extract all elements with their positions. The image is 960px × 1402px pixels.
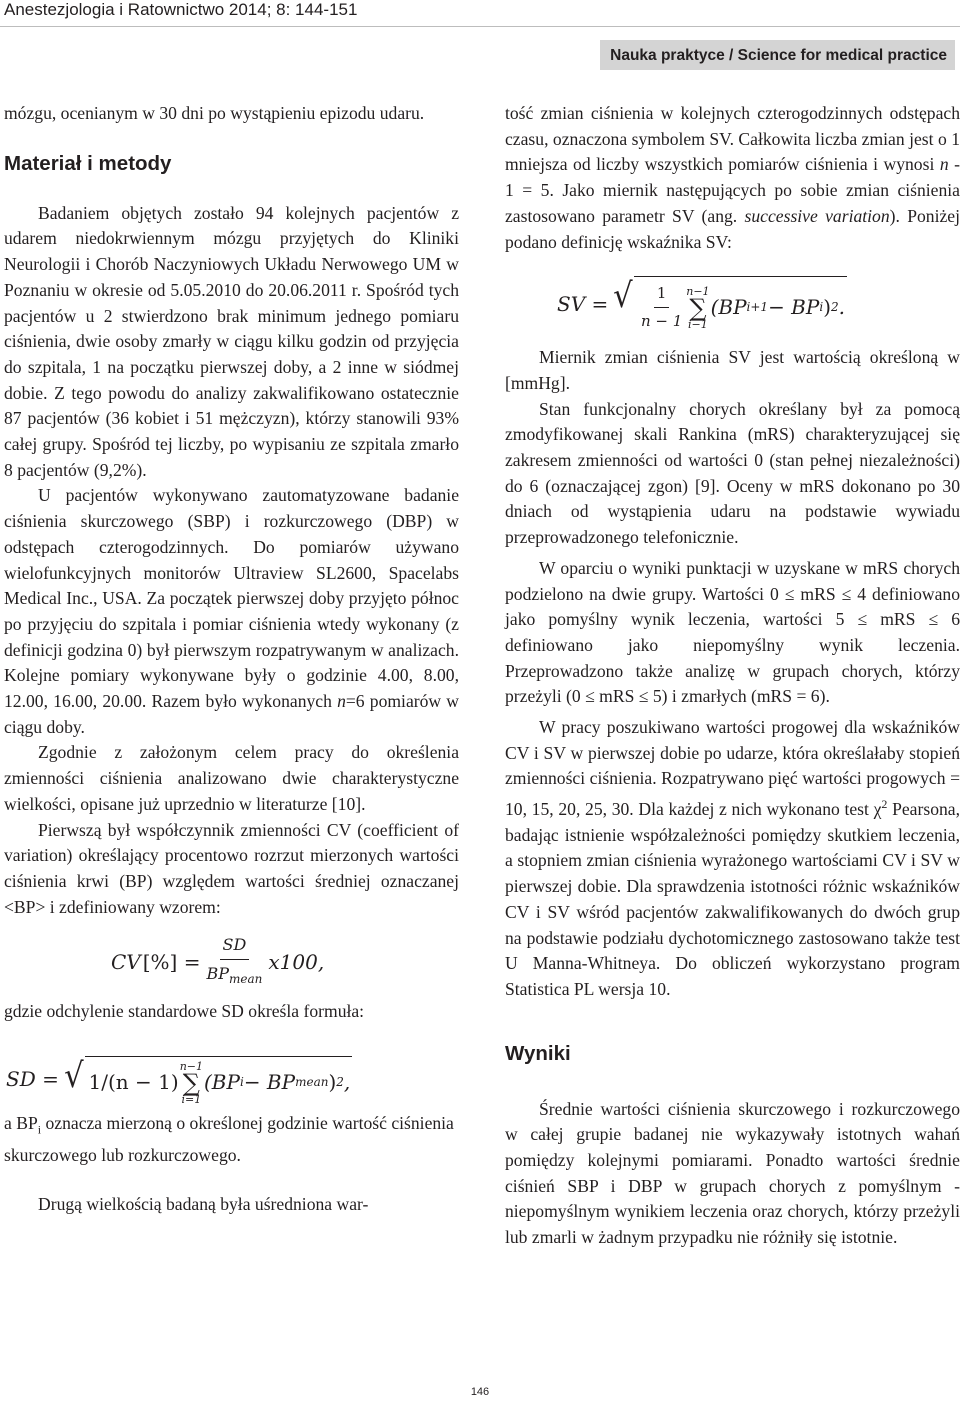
paragraph-groups: W oparciu o wyniki punktacji w uzyskane w mRS chorych podzielono na dwie grupy. Wartości 0 ≤ mRS ≤ 4 definiowano jako pomyślny wynik leczenia, wartości 5 ≤ mRS ≤ 6 definiowano jako niepomyślny wynik leczenia. Przeprowadzono także analizę w grupach chorych, którzy przeżyli (0 ≤ mRS ≤ 5) i zmarłych (mRS = 6).: [505, 557, 960, 707]
paragraph-bp-definition: a $BP_i$ oznacza mierzoną o określonej godzinie wartość ciśnienia skurczowego lub rozkurczowego.: [4, 1113, 454, 1166]
paragraph-cv-definition: Pierwszą był współczynnik zmienności CV (coefficient of variation) określający procentowo rozrzut mierzonych wartości ciśnienia krwi (BP) względem wartości średniej oznaczanej <BP> i zdefiniowany wzorem:: [4, 819, 459, 917]
journal-citation: Anestezjologia i Ratownictwo 2014; 8: 144-151: [4, 0, 358, 19]
heading-methods: Materiał i metody: [4, 151, 172, 175]
right-column: [505, 101, 960, 1251]
cv-formula: CV [%] = $\frac{SD}{BP_{mean}}$ x100,: [111, 937, 459, 987]
sigma-icon: n−1 ∑ i−1: [686, 284, 710, 331]
paragraph-aims: Zgodnie z założonym celem pracy do określenia zmienności ciśnienia analizowano dwie charakterystyczne wielkości, opisane już uprzednio w literaturze [10].: [4, 742, 459, 814]
sqrt-icon: √: [63, 1055, 84, 1096]
paragraph-sd-intro: gdzie odchylenie standardowe SD określa formuła:: [4, 1001, 365, 1022]
left-column: [4, 101, 459, 1218]
paragraph-thresholds: W pracy poszukiwano wartości progowej dla wskaźników CV i SV w pierwszej dobie po udarze, która określałaby stopień zmienności ciśnienia. Rozpatrywano pięć wartości progowych = 10, 15, 20, 25, 30. Dla każdej z nich wykonano test $\chi^2$ Pearsona, badając istnienie współzależności pomiędzy skutkiem leczenia, a stopniem zmian ciśnienia wyrażonego wartościami CV i SV w pierwszej dobie. Dla sprawdzenia istotności różnic wskaźników CV i SV wśród pacjentów zakwalifikowanych do dwóch grup na podstawie podziału dychotomicznego zastosowano także test U Manna-Whitneya. Do obliczeń wykorzystano program Statistica PL wersja 10.: [505, 717, 960, 999]
sqrt-icon: √: [613, 275, 633, 316]
heading-results: Wyniki: [505, 1041, 571, 1065]
paragraph-patients: Badaniem objętych zostało 94 kolejnych pacjentów z udarem niedokrwiennym mózgu przyjętych do Kliniki Neurologii i Chorób Naczyniowych Układu Nerwowego UM w Poznaniu w okresie od 5.05.2010 do 20.06.2011 r. Spośród tych pacjentów u 2 stwierdzono brak minimum jednego pomiaru ciśnienia, dwie osoby zmarły w ciągu kilku godzin od przyjęcia do szpitala, 1 na początku pierwszej doby, a 2 inne w siódmej dobie. Z tego powodu do analizy zakwalifikowano ostatecznie 87 pacjentów (36 kobiet i 51 mężczyzn), którzy stanowili 93% całej grupy. Spośród tej liczby, po wypisaniu ze szpitala zmarło 8 pacjentów (9,2%).: [4, 202, 459, 480]
paragraph-sv-definition: tość zmian ciśnienia w kolejnych czterogodzinnych odstępach czasu, oznaczona symbolem SV. Całkowita liczba zmian jest o 1 mniejsza od liczby wszystkich pomiarów ciśnienia i wynosi n - 1 = 5. Jako miernik następujących po sobie zmian ciśnienia zastosowano parametr SV (ang. successive variation). Poniżej podano definicję wskaźnika SV:: [505, 103, 960, 252]
paragraph-sv-intro: Drugą wielkością badaną była uśredniona war-: [38, 1194, 369, 1215]
page-number: 146: [470, 1386, 490, 1398]
section-label: Nauka praktyce / Science for medical practice: [600, 40, 955, 70]
sigma-icon: n−1 ∑ i=1: [179, 1059, 203, 1106]
header-divider: [0, 26, 960, 27]
paragraph-mrs-scale: Stan funkcjonalny chorych określany był za pomocą zmodyfikowanej skali Rankina (mRS) charakteryzującej się zakresem zmienności od wartości 0 (stan pełnej niezależności) do 6 (oznaczającej zgon) [9]. Oceny w mRS dokonano po 30 dniach od wystąpienia udaru na podstawie wywiadu przeprowadzonego telefonicznie.: [505, 398, 960, 548]
sv-formula: SV = √ $\frac{1}{n - 1}$ n−1 ∑ i−1 (BP i+1 − BP i ) 2 .: [557, 277, 960, 333]
paragraph-results: Średnie wartości ciśnienia skurczowego i rozkurczowego w całej grupie badanej nie wykazywały istotnych wahań pomiędzy kolejnymi pomiarami. Ponadto wartości średnie ciśnień SBP i DBP w grupach chorych z pomyślnym - niepomyślnym wynikiem leczenia oraz chorych, którzy przeżyli lub zmarli w żadnym przypadku nie różniły się istotnie.: [505, 1098, 960, 1248]
sd-formula: SD = √ 1/(n − 1) n−1 ∑ i=1 (BP i − BP mean ) 2 ,: [6, 1055, 351, 1106]
paragraph-intro-end: mózgu, ocenianym w 30 dni po wystąpieniu epizodu udaru.: [4, 103, 425, 123]
paragraph-measurement: U pacjentów wykonywano zautomatyzowane badanie ciśnienia skurczowego (SBP) i rozkurczowego (DBP) w odstępach czterogodzinnych. Do pomiarów używano wielofunkcyjnych monitorów Ultraview SL2600, Spacelabs Medical Inc., USA. Za początek pierwszej doby przyjęto północ po przyjęciu do szpitala i pomiar ciśnienia wtedy wykonany (z definicji godzina 0) był pierwszym rozpatrywanym w analizach. Kolejne pomiary wykonywane były o godzinie 4.00, 8.00, 12.00, 16.00, 20.00. Razem było wykonanych n=6 pomiarów w ciągu doby.: [4, 485, 460, 737]
paragraph-sv-unit: Miernik zmian ciśnienia SV jest wartością określoną w [mmHg].: [505, 347, 960, 393]
